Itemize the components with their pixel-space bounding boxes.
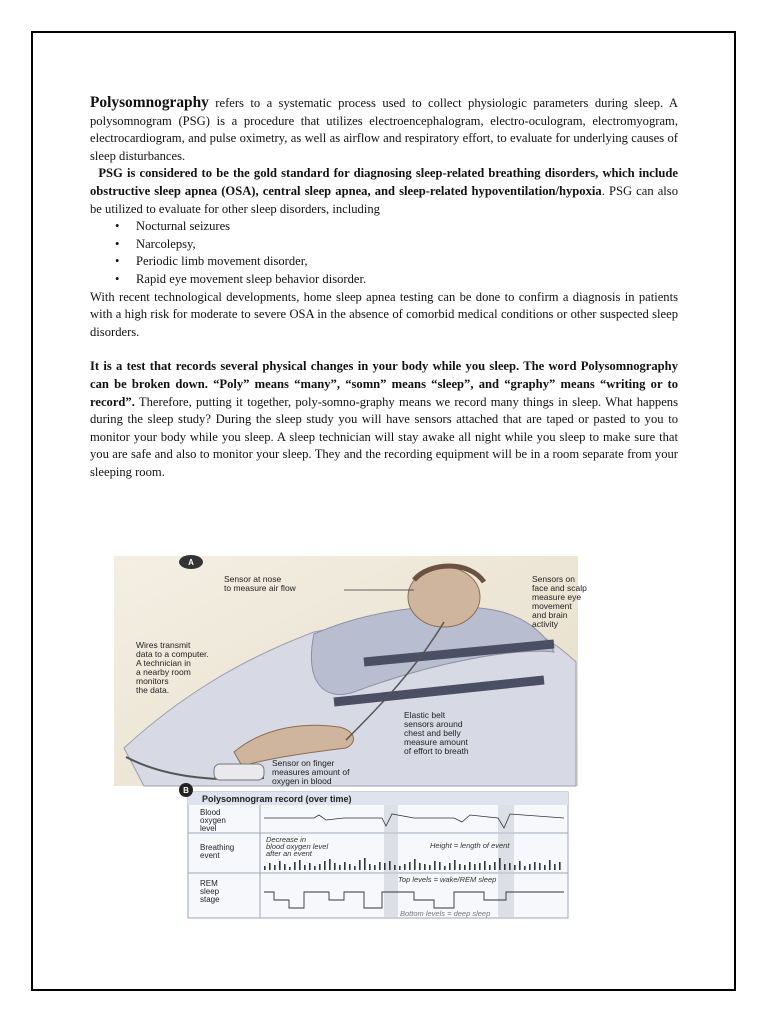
face-callout-line: movement bbox=[532, 601, 572, 611]
breathing-bar bbox=[474, 864, 476, 870]
rem-row-label-line: REM bbox=[200, 879, 218, 888]
breathing-bar bbox=[554, 864, 556, 870]
breathing-bar bbox=[314, 866, 316, 870]
breathing-bar bbox=[449, 863, 451, 870]
breathing-bar bbox=[374, 865, 376, 870]
list-item: • Periodic limb movement disorder, bbox=[136, 253, 678, 271]
breathing-bar bbox=[304, 865, 306, 870]
breathing-bar bbox=[534, 862, 536, 870]
breathing-bar bbox=[274, 865, 276, 870]
breathing-bar bbox=[454, 860, 456, 870]
breathing-bar bbox=[509, 863, 511, 870]
breathing-bar bbox=[484, 861, 486, 870]
explanation-bold: It is a test that records several physical changes in your body while you sleep. The word Polysomnography can be broken down. “Poly” means “many”, “somn” means “sleep”, and “graphy” means “writing or to record”. bbox=[90, 359, 678, 409]
face-callout-line: activity bbox=[532, 619, 558, 629]
breathing-bar bbox=[524, 866, 526, 870]
rem-row-label-line: stage bbox=[200, 895, 220, 904]
list-item: • Nocturnal seizures bbox=[136, 218, 678, 236]
explanation-text: Therefore, putting it together, poly-somno-graphy means we record many things in sleep. What happens during the sleep study? During the sleep study you will have sensors attached that are taped or pasted to you to monitor your body while you sleep. A sleep technician will stay awake all night while you sleep to make sure that you are safe and also to monitor your sleep. They and the recording equipment will be in a room separate from your sleeping room. bbox=[90, 394, 678, 479]
breathing-bar bbox=[424, 864, 426, 870]
breathing-bar bbox=[489, 865, 491, 870]
record-title: Polysomnogram record (over time) bbox=[202, 794, 352, 804]
wires-callout-line: A technician in bbox=[136, 658, 191, 668]
bottom-levels-note: Bottom levels = deep sleep bbox=[400, 909, 491, 918]
breathing-bar bbox=[499, 858, 501, 870]
breathing-bar bbox=[269, 863, 271, 870]
decrease-note-line: Decrease in bbox=[266, 835, 307, 844]
breathing-bar bbox=[384, 863, 386, 870]
breathing-bar bbox=[419, 863, 421, 870]
panel-b-record bbox=[179, 783, 568, 918]
breathing-bar bbox=[539, 863, 541, 870]
document-body bbox=[90, 94, 678, 481]
finger-callout-line: measures amount of bbox=[272, 767, 350, 777]
breathing-bar bbox=[329, 859, 331, 870]
breathing-bar bbox=[369, 864, 371, 870]
rem-row-label bbox=[200, 879, 221, 904]
explanation-paragraph bbox=[90, 358, 678, 481]
face-callout-line: Sensors on bbox=[532, 574, 575, 584]
breathing-bar bbox=[519, 861, 521, 870]
breathing-bar bbox=[559, 862, 561, 870]
breathing-bar bbox=[334, 863, 336, 870]
breathing-bar bbox=[299, 860, 301, 870]
breathing-bar bbox=[459, 864, 461, 870]
panel-a-illustration bbox=[114, 555, 589, 786]
lead-term: Polysomnography bbox=[90, 94, 209, 111]
oxygen-row-label-line: oxygen bbox=[200, 816, 226, 825]
belt-callout-line: Elastic belt bbox=[404, 710, 446, 720]
gold-standard-paragraph bbox=[90, 165, 678, 218]
nose-callout-line: to measure air flow bbox=[224, 583, 296, 593]
breathing-bar bbox=[504, 864, 506, 870]
breathing-bar bbox=[324, 861, 326, 870]
breathing-bar bbox=[404, 864, 406, 870]
home-testing-paragraph: With recent technological developments, home sleep apnea testing can be done to confirm a diagnosis in patients with a high risk for moderate to severe OSA in the absence of comorbid medical conditions or other suspected sleep disorders. bbox=[90, 289, 678, 339]
breathing-bar bbox=[349, 864, 351, 870]
wires-callout-line: a nearby room bbox=[136, 667, 191, 677]
belt-callout-line: sensors around bbox=[404, 719, 463, 729]
panel-b-label: B bbox=[183, 786, 189, 795]
breathing-bar bbox=[469, 862, 471, 870]
breathing-bar bbox=[549, 860, 551, 870]
face-callout-line: measure eye bbox=[532, 592, 582, 602]
breathing-bar bbox=[409, 862, 411, 870]
breathing-bar bbox=[529, 864, 531, 870]
breathing-bar bbox=[464, 865, 466, 870]
polysomnography-figure bbox=[114, 552, 587, 920]
breathing-bar bbox=[344, 862, 346, 870]
breathing-bar bbox=[354, 866, 356, 870]
nose-callout-line: Sensor at nose bbox=[224, 574, 282, 584]
wires-callout-line: monitors bbox=[136, 676, 169, 686]
breathing-bar bbox=[439, 862, 441, 870]
breathing-bar bbox=[394, 865, 396, 870]
breathing-bar bbox=[544, 865, 546, 870]
belt-callout-line: of effort to breath bbox=[404, 746, 469, 756]
event-highlight bbox=[384, 805, 398, 918]
sensor-box bbox=[214, 764, 264, 780]
rem-row-label-line: sleep bbox=[200, 887, 220, 896]
finger-callout-line: Sensor on finger bbox=[272, 758, 335, 768]
top-levels-note: Top levels = wake/REM sleep bbox=[398, 875, 497, 884]
oxygen-row-label-line: level bbox=[200, 824, 217, 833]
breathing-bar bbox=[309, 863, 311, 870]
wires-callout-line: the data. bbox=[136, 685, 170, 695]
oxygen-row-label-line: Blood bbox=[200, 808, 221, 817]
breathing-bar bbox=[364, 858, 366, 870]
breathing-bar bbox=[389, 861, 391, 870]
breathing-bar bbox=[264, 866, 266, 870]
face-callout-line: and brain bbox=[532, 610, 568, 620]
belt-callout-line: chest and belly bbox=[404, 728, 461, 738]
breathing-bar bbox=[514, 865, 516, 870]
wires-callout-line: Wires transmit bbox=[136, 640, 191, 650]
breathing-bar bbox=[414, 859, 416, 870]
decrease-note-line: after an event bbox=[266, 849, 312, 858]
breathing-row-label-line: Breathing bbox=[200, 843, 235, 852]
breathing-bar bbox=[319, 864, 321, 870]
finger-callout-line: oxygen in blood bbox=[272, 776, 332, 786]
breathing-bar bbox=[284, 864, 286, 870]
panel-a-label: A bbox=[188, 558, 194, 567]
breathing-bar bbox=[494, 862, 496, 870]
list-item: • Rapid eye movement sleep behavior disorder. bbox=[136, 271, 678, 289]
face-callout-line: face and scalp bbox=[532, 583, 587, 593]
breathing-row-label-line: event bbox=[200, 851, 220, 860]
breathing-bar bbox=[339, 865, 341, 870]
breathing-bar bbox=[444, 866, 446, 870]
breathing-bar bbox=[279, 861, 281, 870]
wires-callout-line: data to a computer. bbox=[136, 649, 209, 659]
breathing-bar bbox=[434, 861, 436, 870]
breathing-bar bbox=[379, 862, 381, 870]
breathing-bar bbox=[429, 865, 431, 870]
breathing-bar bbox=[479, 863, 481, 870]
breathing-bar bbox=[359, 860, 361, 870]
intro-paragraph bbox=[90, 94, 678, 165]
decrease-note-line: blood oxygen level bbox=[266, 842, 329, 851]
disorder-list bbox=[90, 218, 678, 288]
list-item: • Narcolepsy, bbox=[136, 236, 678, 254]
intro-text: refers to a systematic process used to collect physiologic parameters during sleep. A polysomnogram (PSG) is a procedure that utilizes electroencephalogram, electro-oculogram, electromyogram, electrocardiogram, and pulse oximetry, as well as airflow and respiratory effort, to evaluate for underlying causes of sleep disturbances. bbox=[90, 96, 678, 163]
gold-standard-text: . PSG can also be utilized to evaluate for other sleep disorders, including bbox=[90, 183, 679, 216]
breathing-bar bbox=[294, 862, 296, 870]
belt-callout-line: measure amount bbox=[404, 737, 468, 747]
height-note: Height = length of event bbox=[430, 841, 510, 850]
breathing-bar bbox=[289, 867, 291, 870]
gold-standard-bold: PSG is considered to be the gold standard for diagnosing sleep-related breathing disorders, which include obstructive sleep apnea (OSA), central sleep apnea, and sleep-related hypoventilation/hypoxia bbox=[90, 166, 678, 198]
breathing-bar bbox=[399, 866, 401, 870]
